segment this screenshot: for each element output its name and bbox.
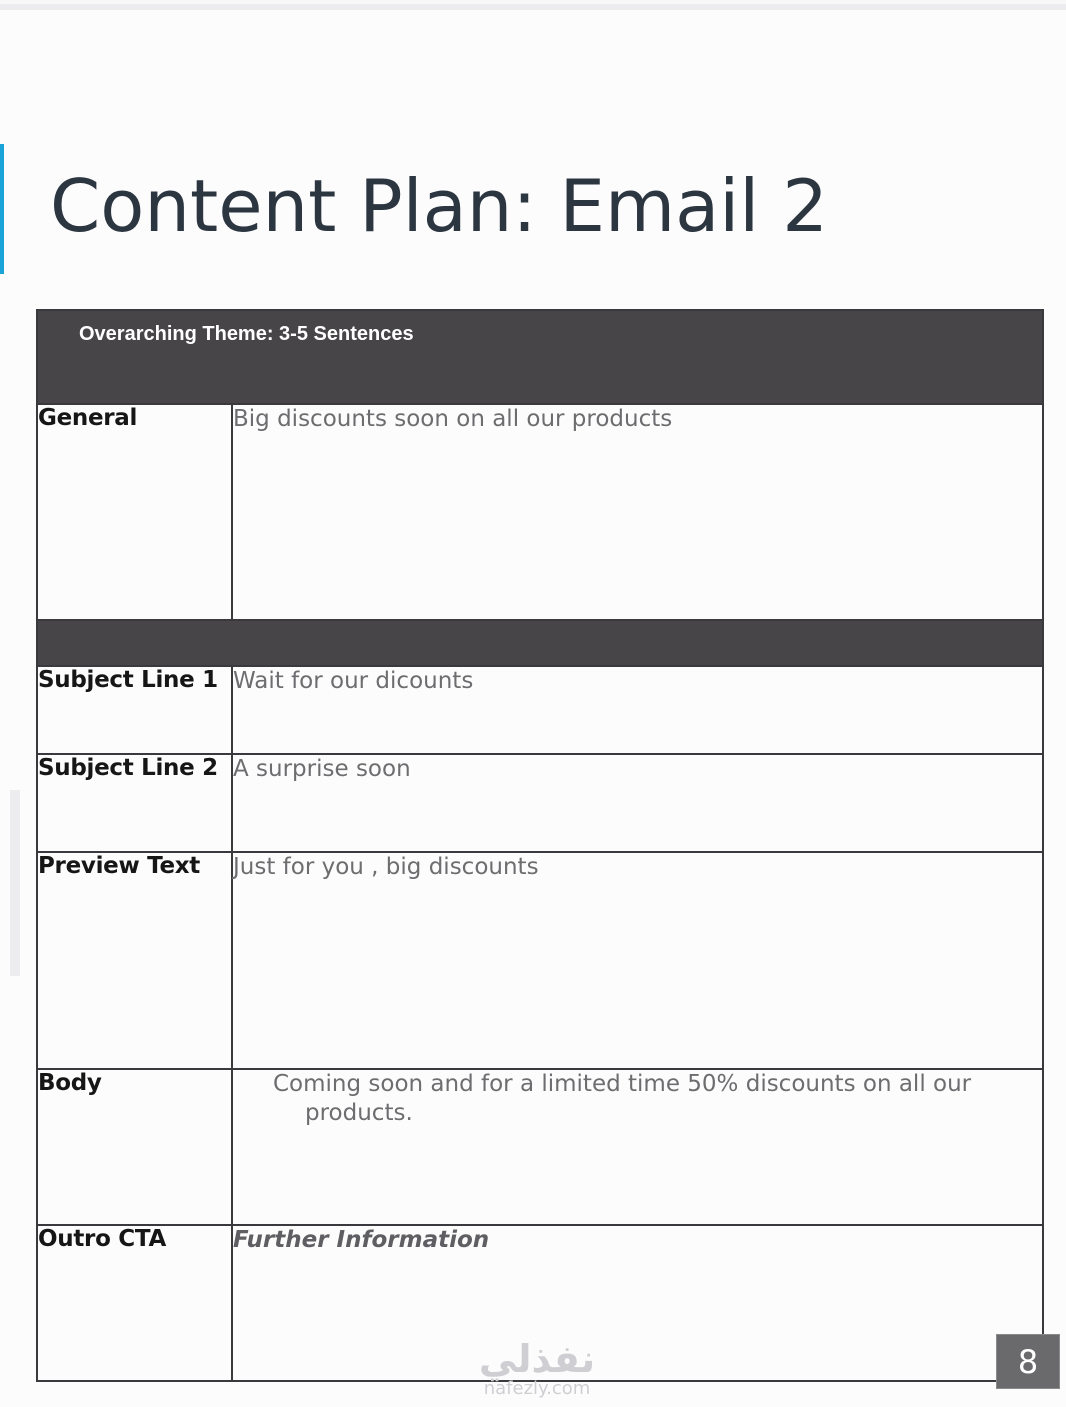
page-title: Content Plan: Email 2 xyxy=(50,164,829,248)
table-header-row xyxy=(37,310,1043,404)
table-row xyxy=(37,852,1043,1069)
row-value-subject-line-1: Wait for our dicounts xyxy=(232,666,1043,754)
table-header-text: Overarching Theme: 3-5 Sentences xyxy=(79,323,414,345)
top-strip xyxy=(0,0,1066,10)
page-number-badge: 8 xyxy=(996,1334,1060,1389)
watermark-brand: نفذلي xyxy=(478,1337,596,1381)
table-header-cell xyxy=(37,310,1043,404)
left-edge-mark xyxy=(10,790,20,976)
table-row xyxy=(37,1069,1043,1225)
row-label-subject-line-1: Subject Line 1 xyxy=(37,666,232,754)
table-row xyxy=(37,404,1043,620)
title-accent-bar xyxy=(0,144,4,274)
row-label-general: General xyxy=(37,404,232,620)
row-label-body: Body xyxy=(37,1069,232,1225)
row-value-subject-line-2: A surprise soon xyxy=(232,754,1043,852)
row-value-preview-text: Just for you , big discounts xyxy=(232,852,1043,1069)
row-label-outro-cta: Outro CTA xyxy=(37,1225,232,1381)
top-strip-highlight xyxy=(0,0,1066,4)
table-band-cell xyxy=(37,620,1043,666)
row-label-subject-line-2: Subject Line 2 xyxy=(37,754,232,852)
row-label-preview-text: Preview Text xyxy=(37,852,232,1069)
row-value-outro-cta: Further Information xyxy=(232,1225,1043,1381)
table-band-row xyxy=(37,620,1043,666)
watermark-domain: nafezly.com xyxy=(483,1378,591,1399)
table-row xyxy=(37,666,1043,754)
table-row xyxy=(37,1225,1043,1381)
table-row xyxy=(37,754,1043,852)
row-value-body: Coming soon and for a limited time 50% discounts on all our products. xyxy=(232,1069,1043,1225)
content-plan-table xyxy=(36,309,1044,1382)
row-value-general: Big discounts soon on all our products xyxy=(232,404,1043,620)
